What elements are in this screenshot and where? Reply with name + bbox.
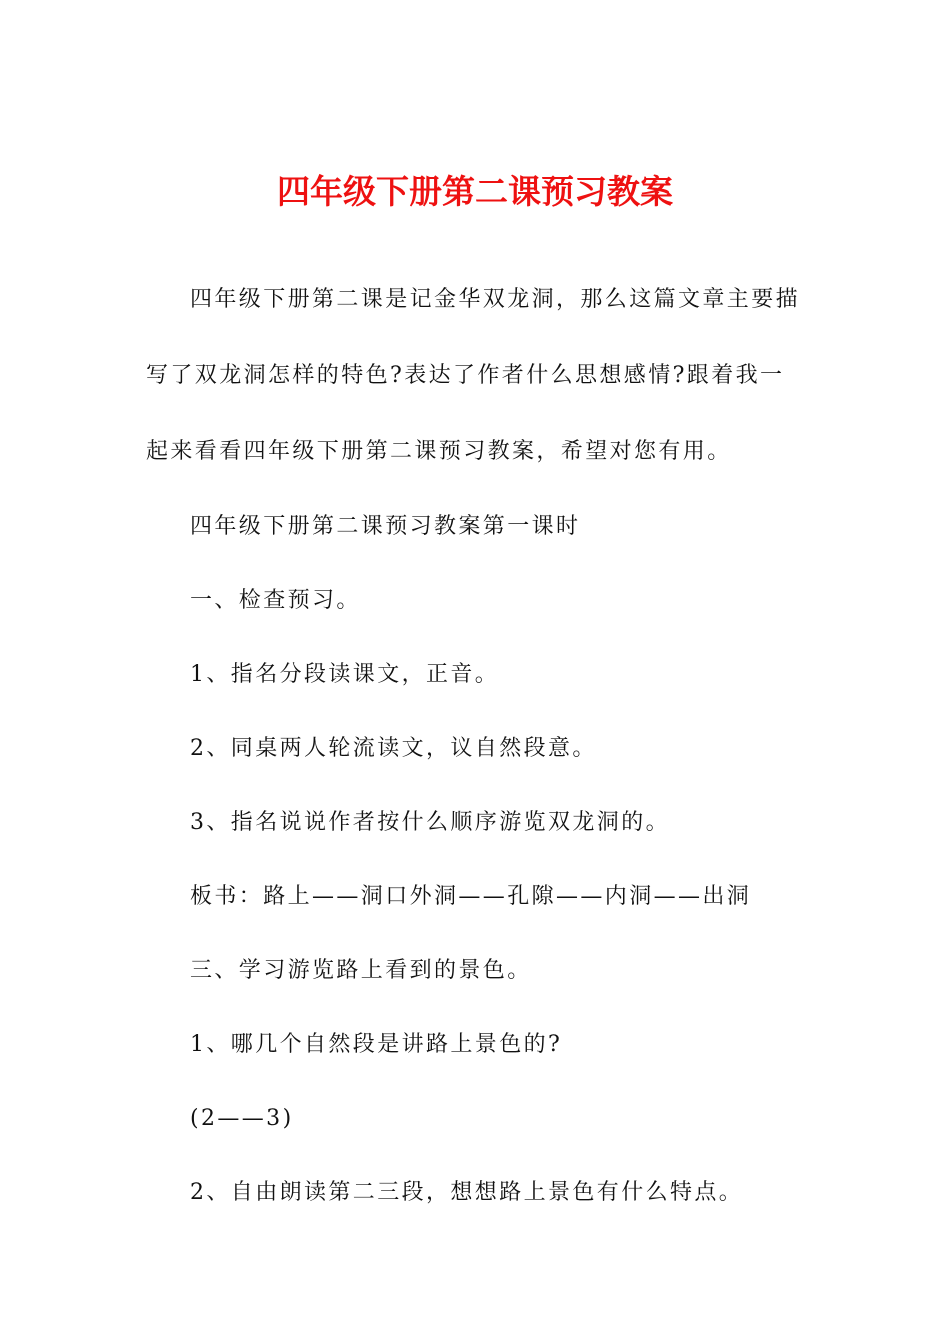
lesson-heading: 四年级下册第二课预习教案第一课时 xyxy=(190,514,581,539)
list-item: 1、指名分段读课文，正音。 xyxy=(190,662,500,687)
answer-note: (2——3) xyxy=(190,1106,294,1131)
list-item: 3、指名说说作者按什么顺序游览双龙洞的。 xyxy=(190,810,670,835)
list-item: 2、同桌两人轮流读文，议自然段意。 xyxy=(190,736,597,761)
intro-paragraph: 四年级下册第二课是记金华双龙洞，那么这篇文章主要描写了双龙洞怎样的特色?表达了作者什么思想感情?跟着我一起来看看四年级下册第二课预习教案，希望对您有用。 xyxy=(146,287,801,464)
list-item: 2、自由朗读第二三段，想想路上景色有什么特点。 xyxy=(190,1180,744,1205)
document-body xyxy=(146,262,806,1230)
section-road-scenery: 三、学习游览路上看到的景色。 xyxy=(190,958,532,983)
document-title: 四年级下册第二课预习教案 xyxy=(277,172,673,212)
board-notes: 板书：路上——洞口外洞——孔隙——内洞——出洞 xyxy=(190,884,752,909)
list-item: 1、哪几个自然段是讲路上景色的? xyxy=(190,1032,563,1057)
section-check-preview: 一、检查预习。 xyxy=(190,588,361,613)
